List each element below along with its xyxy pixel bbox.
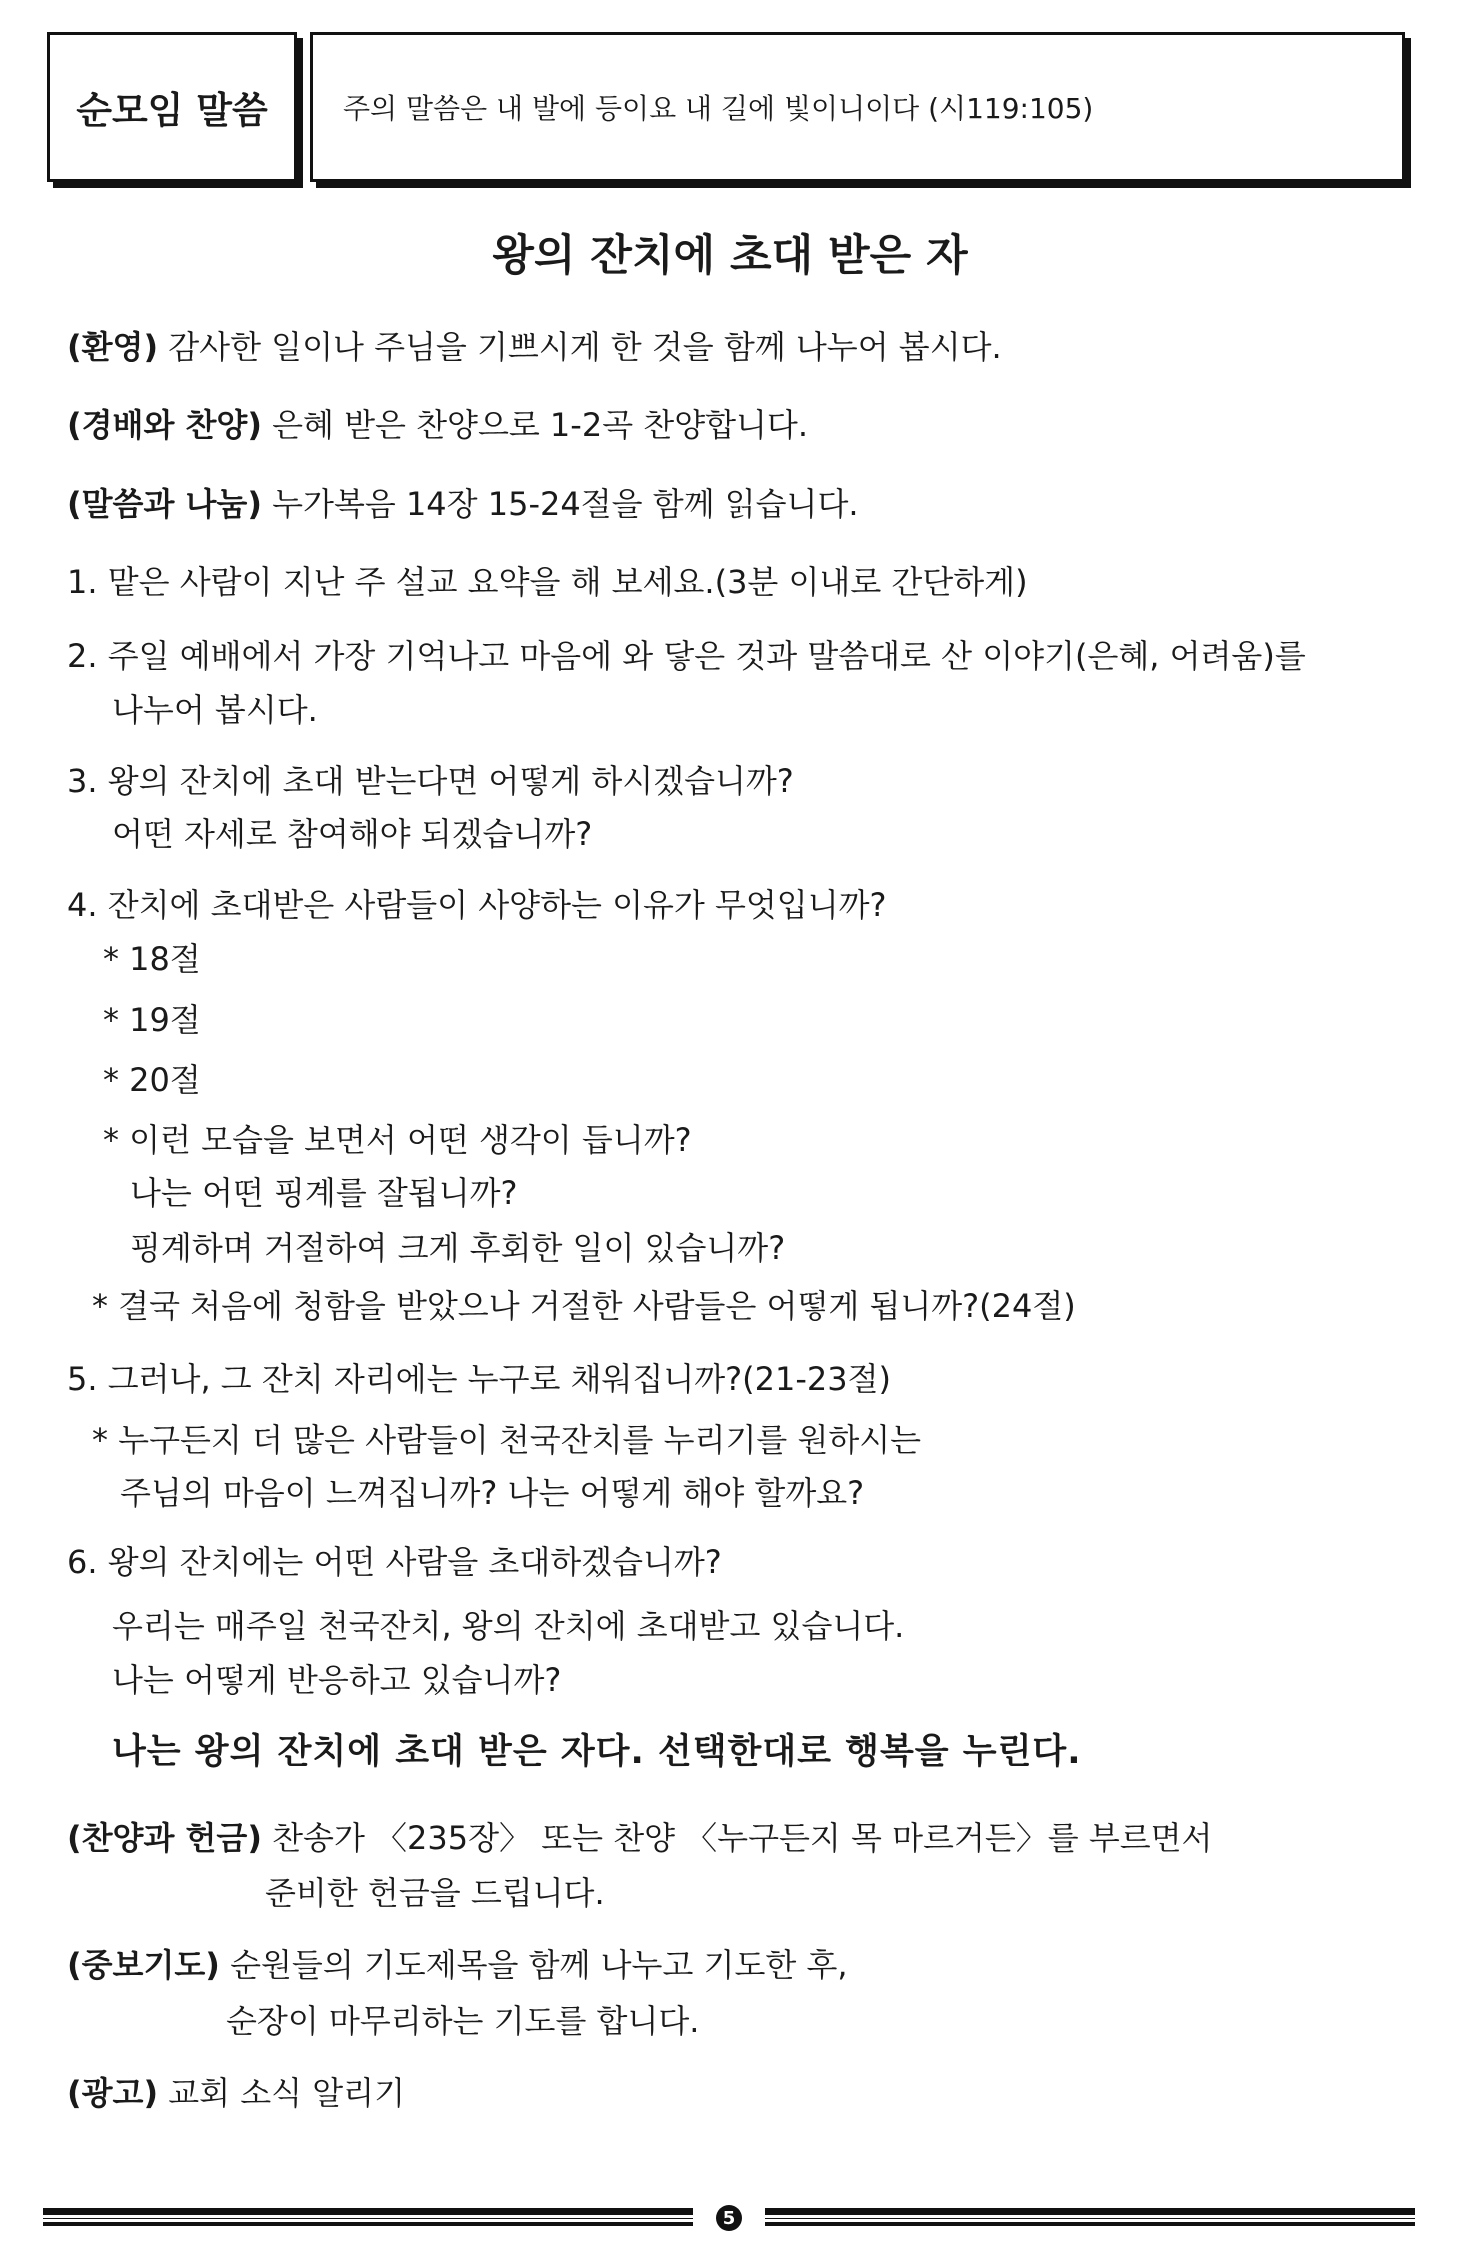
footer-rule-right: [765, 2208, 1415, 2226]
closing-text: 찬송가 〈235장〉 또는 찬양 〈누구든지 목 마르거든〉를 부르면서: [261, 1819, 1213, 1857]
closing-text: 순원들의 기도제목을 함께 나누고 기도한 후,: [219, 1946, 848, 1984]
question-3: 3. 왕의 잔치에 초대 받는다면 어떻게 하시겠습니까?: [67, 762, 794, 800]
question-1: 1. 맡은 사람이 지난 주 설교 요약을 해 보세요.(3분 이내로 간단하게): [67, 563, 1028, 601]
question-4-sub: * 20절: [103, 1061, 201, 1099]
question-5: 5. 그러나, 그 잔치 자리에는 누구로 채워집니까?(21-23절): [67, 1360, 892, 1398]
question-4-sub: * 결국 처음에 청함을 받았으나 거절한 사람들은 어떻게 됩니까?(24절): [92, 1287, 1076, 1325]
intro-welcome: [67, 328, 1002, 366]
question-5-sub-cont: 주님의 마음이 느껴집니까? 나는 어떻게 해야 할까요?: [120, 1474, 865, 1512]
question-4-sub-cont: 핑계하며 거절하여 크게 후회한 일이 있습니까?: [130, 1229, 786, 1267]
intro-worship: [67, 406, 809, 444]
closing-prayer-cont: 순장이 마무리하는 기도를 합니다.: [226, 2002, 700, 2040]
header-verse: 주의 말씀은 내 발에 등이요 내 길에 빛이니이다 (시119:105): [343, 92, 1094, 125]
question-4-sub: * 19절: [103, 1001, 201, 1039]
footer-rule-left: [43, 2208, 693, 2226]
intro-text: 은혜 받은 찬양으로 1-2곡 찬양합니다.: [261, 406, 809, 444]
intro-text: 누가복음 14장 15-24절을 함께 읽습니다.: [261, 485, 859, 523]
intro-word: [67, 485, 859, 523]
closing-offering-cont: 준비한 헌금을 드립니다.: [265, 1874, 605, 1912]
closing-text: 교회 소식 알리기: [158, 2074, 405, 2112]
closing-tag: (광고): [67, 2074, 159, 2112]
question-6: 6. 왕의 잔치에는 어떤 사람을 초대하겠습니까?: [67, 1543, 722, 1581]
closing-prayer: [67, 1946, 848, 1984]
intro-tag: (경배와 찬양): [67, 406, 262, 444]
question-2-cont: 나누어 봅시다.: [112, 691, 318, 729]
question-4-sub-cont: 나는 어떤 핑계를 잘됩니까?: [130, 1174, 518, 1212]
header-label-box: [47, 32, 297, 182]
closing-notice: [67, 2074, 405, 2112]
header-label: 순모임 말씀: [76, 89, 268, 132]
intro-text: 감사한 일이나 주님을 기쁘시게 한 것을 함께 나누어 봅시다.: [158, 328, 1002, 366]
question-4-sub: * 18절: [103, 940, 201, 978]
key-message: 나는 왕의 잔치에 초대 받은 자다. 선택한대로 행복을 누린다.: [112, 1732, 1082, 1772]
intro-tag: (말씀과 나눔): [67, 485, 262, 523]
intro-tag: (환영): [67, 328, 159, 366]
header-verse-box: [310, 32, 1405, 182]
closing-tag: (찬양과 헌금): [67, 1819, 262, 1857]
question-4-sub: * 이런 모습을 보면서 어떤 생각이 듭니까?: [103, 1121, 692, 1159]
question-6-cont: 우리는 매주일 천국잔치, 왕의 잔치에 초대받고 있습니다.: [112, 1607, 905, 1645]
page-title: 왕의 잔치에 초대 받은 자: [492, 231, 968, 281]
closing-offering: [67, 1819, 1213, 1857]
question-6-cont: 나는 어떻게 반응하고 있습니까?: [112, 1661, 562, 1699]
question-5-sub: * 누구든지 더 많은 사람들이 천국잔치를 누리기를 원하시는: [92, 1421, 922, 1459]
question-3-cont: 어떤 자세로 참여해야 되겠습니까?: [112, 815, 593, 853]
page-number-badge: 5: [716, 2205, 742, 2231]
footer: [43, 2205, 1415, 2229]
question-4: 4. 잔치에 초대받은 사람들이 사양하는 이유가 무엇입니까?: [67, 886, 887, 924]
question-2: 2. 주일 예배에서 가장 기억나고 마음에 와 닿은 것과 말씀대로 산 이야기(은혜, 어려움)를: [67, 637, 1306, 675]
closing-tag: (중보기도): [67, 1946, 220, 1984]
